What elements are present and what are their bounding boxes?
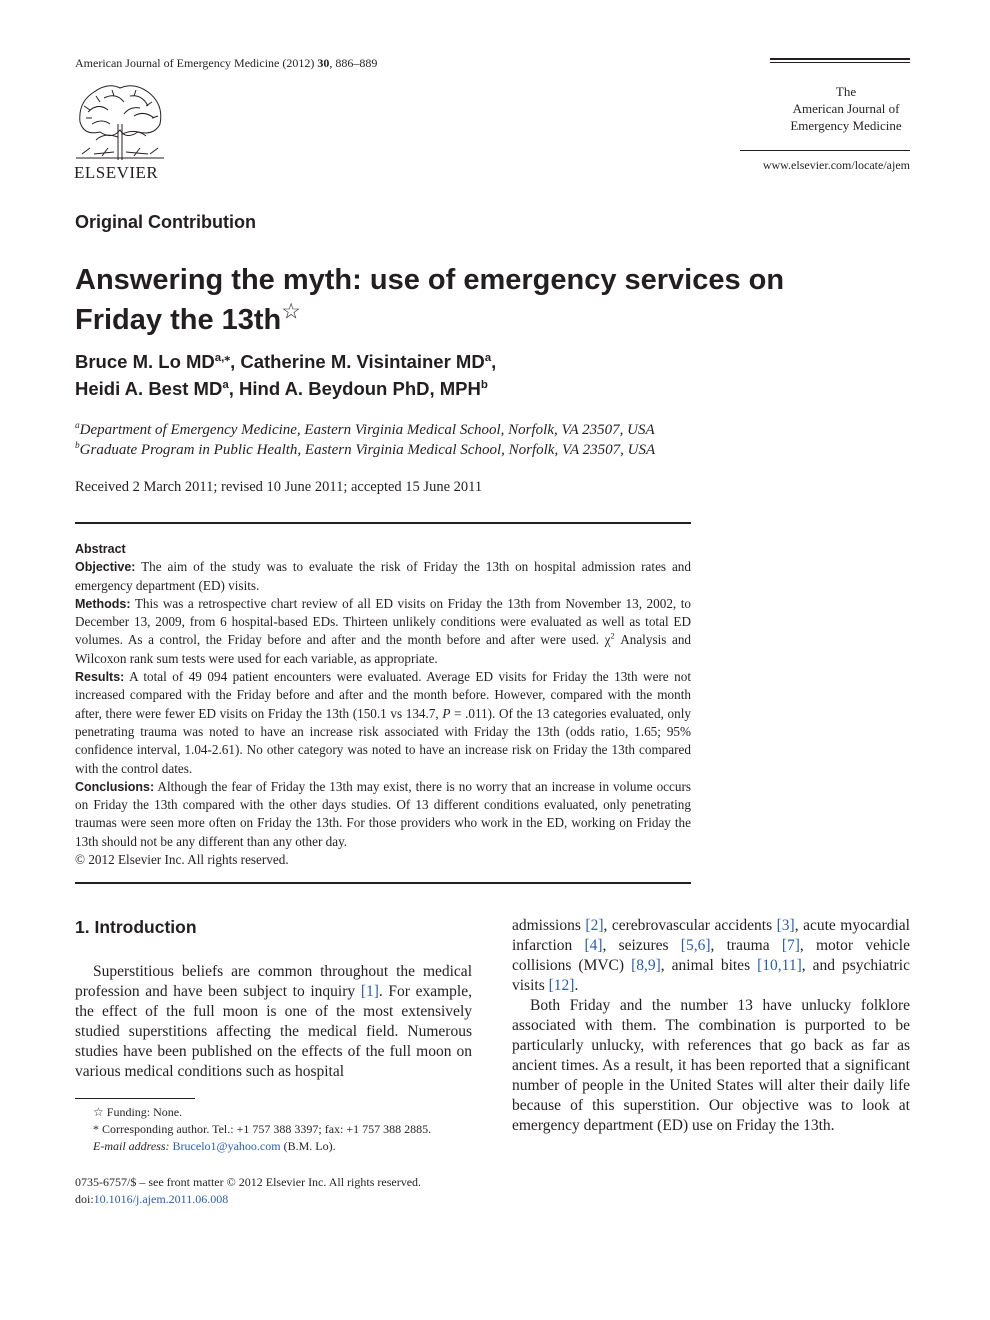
- affiliations: [75, 420, 655, 460]
- author-separator: ,: [230, 351, 241, 372]
- methods-label: Methods:: [75, 596, 131, 611]
- journal-name-line2: American Journal of: [792, 101, 900, 116]
- doi-link[interactable]: 10.1016/j.ajem.2011.06.008: [93, 1192, 229, 1206]
- conclusions-text: Although the fear of Friday the 13th may exist, there is no worry that an increase in volume occurs on Friday the 13th compared with the other days studies. Of 13 different conditions evaluated, only penetrating traumas were seen more often on Friday the 13th. For those providers who work in the ED, working on Friday the 13th should not be any different than any other day.: [75, 778, 691, 849]
- abstract-top-rule: [75, 522, 691, 524]
- author-name[interactable]: Catherine M. Visintainer MD: [240, 351, 485, 372]
- results-label: Results:: [75, 670, 125, 685]
- author-list: [75, 348, 775, 402]
- p-value-symbol: P: [442, 705, 451, 721]
- paragraph-text: admissions: [512, 917, 586, 934]
- paragraph-text: , cerebrovascular accidents: [603, 917, 777, 934]
- footnote-corresponding: [75, 1121, 475, 1138]
- citation-link[interactable]: [7]: [781, 937, 800, 954]
- section-heading-introduction: 1. Introduction: [75, 917, 197, 937]
- citation-link[interactable]: [3]: [776, 917, 795, 934]
- intro-column-2: [512, 916, 910, 1136]
- author-affiliation-mark[interactable]: b: [480, 378, 488, 391]
- author-separator: ,: [228, 378, 240, 399]
- citation-link[interactable]: [5,6]: [680, 937, 711, 954]
- issn-doi-block: [75, 1174, 421, 1208]
- citation-link[interactable]: [8,9]: [631, 957, 661, 974]
- paragraph-text: , animal bites: [660, 957, 758, 974]
- citation-link[interactable]: [10,11]: [757, 957, 802, 974]
- author-affiliation-mark[interactable]: a,⁎: [214, 351, 231, 364]
- citation-link[interactable]: [2]: [585, 917, 604, 934]
- objective-text: The aim of the study was to evaluate the risk of Friday the 13th on hospital admission rates and emergency department (ED) visits.: [75, 559, 691, 593]
- footnote-asterisk-mark: *: [93, 1122, 99, 1136]
- corresponding-text: Corresponding author. Tel.: +1 757 388 3397; fax: +1 757 388 2885.: [102, 1122, 432, 1136]
- elsevier-wordmark: ELSEVIER: [74, 163, 159, 182]
- objective-label: Objective:: [75, 560, 136, 575]
- affiliation-item: [75, 440, 655, 460]
- journal-name-line1: The: [835, 84, 857, 99]
- journal-citation: American Journal of Emergency Medicine (2012) 30, 886–889: [75, 56, 378, 70]
- masthead-bottom-rule: [740, 150, 910, 151]
- funding-text: Funding: None.: [106, 1105, 183, 1119]
- elsevier-tree-logo: [74, 82, 166, 160]
- affiliation-mark: b: [75, 441, 80, 451]
- journal-name: [782, 83, 910, 134]
- affiliation-item: [75, 420, 655, 440]
- footnote-rule: [75, 1098, 195, 1099]
- abstract-bottom-rule: [75, 882, 691, 884]
- title-footnote-star-link[interactable]: ☆: [281, 298, 301, 324]
- abstract-heading: Abstract: [75, 542, 126, 556]
- abstract-results: [75, 668, 691, 778]
- abstract-conclusions: [75, 778, 691, 851]
- author-affiliation-mark[interactable]: a: [222, 378, 229, 391]
- email-link[interactable]: Brucelo1@yahoo.com: [172, 1139, 281, 1153]
- affiliation-text: Graduate Program in Public Health, Eastern Virginia Medical School, Norfolk, VA 23507, USA: [79, 442, 656, 458]
- doi-label: doi:: [75, 1192, 94, 1206]
- footnote-email: [75, 1138, 475, 1155]
- intro-paragraph-1-cont: [512, 916, 910, 996]
- paragraph-text: .: [574, 977, 579, 994]
- journal-masthead: [770, 58, 910, 134]
- article-title: [75, 260, 875, 340]
- author-affiliation-mark[interactable]: a: [484, 351, 492, 364]
- paragraph-text: , trauma: [710, 937, 782, 954]
- issn-line: 0735-6757/$ – see front matter © 2012 Elsevier Inc. All rights reserved.: [75, 1175, 422, 1189]
- footnote-star-mark: ☆: [93, 1105, 104, 1119]
- doi-line: [75, 1191, 421, 1208]
- journal-name-line3: Emergency Medicine: [790, 118, 902, 133]
- affiliation-mark: a: [75, 421, 80, 431]
- email-label: E-mail address:: [93, 1139, 170, 1153]
- paragraph-text: , and psychiatric visits: [512, 957, 910, 994]
- results-text: A total of 49 094 patient encounters were evaluated. Average ED visits for Friday the 13th were not increased compared with the Friday before and after and the month before. However, compared with the month after, there were fewer ED visits on Friday the 13th (150.1 vs 134.7,: [75, 669, 691, 721]
- citation-link[interactable]: [12]: [548, 977, 575, 994]
- paragraph-text: , acute myocardial infarction: [512, 917, 910, 954]
- email-suffix: (B.M. Lo).: [280, 1139, 336, 1153]
- intro-paragraph-1: [75, 962, 472, 1082]
- paragraph-text: . For example, the effect of the full moon is one of the most extensively studied superstitions affecting the medical field. Numerous studies have been published on the effects of the full moon on various medical conditions such as hospital: [75, 983, 472, 1080]
- paragraph-text: Superstitious beliefs are common throughout the medical profession and have been subject to inquiry: [75, 963, 472, 1000]
- footnote-funding: [75, 1104, 475, 1121]
- results-text-cont: = .011). Of the 13 categories evaluated, only penetrating trauma was noted to have an increase risk associated with Friday the 13th (odds ratio, 1.65; 95% confidence interval, 1.04-2.61). No other category was noted to have an increase risk on Friday the 13th compared with the control dates.: [75, 705, 691, 776]
- abstract-methods: [75, 595, 691, 668]
- conclusions-label: Conclusions:: [75, 779, 155, 794]
- citation-link[interactable]: [4]: [584, 937, 603, 954]
- paragraph-text: , seizures: [602, 937, 681, 954]
- article-history-dates: Received 2 March 2011; revised 10 June 2011; accepted 15 June 2011: [75, 479, 483, 495]
- affiliation-text: Department of Emergency Medicine, Eastern Virginia Medical School, Norfolk, VA 23507, USA: [79, 422, 655, 438]
- masthead-rule-thin: [770, 62, 910, 63]
- author-name[interactable]: Hind A. Beydoun PhD, MPH: [239, 378, 481, 399]
- abstract-block: [75, 540, 691, 869]
- footnotes: [75, 1104, 475, 1155]
- abstract-objective: [75, 558, 691, 595]
- citation-link[interactable]: [1]: [360, 983, 379, 1000]
- abstract-copyright: © 2012 Elsevier Inc. All rights reserved.: [75, 852, 289, 868]
- methods-text-cont: Analysis and Wilcoxon rank sum tests were used for each variable, as appropriate.: [75, 632, 692, 666]
- journal-url-link[interactable]: www.elsevier.com/locate/ajem: [762, 158, 910, 172]
- author-name[interactable]: Heidi A. Best MD: [75, 378, 223, 399]
- chi-square-superscript: 2: [610, 632, 615, 642]
- author-name[interactable]: Bruce M. Lo MD: [75, 351, 215, 372]
- author-separator: ,: [491, 351, 497, 372]
- methods-text: This was a retrospective chart review of all ED visits on Friday the 13th from November 13, 2002, to December 13, 2009, from 6 hospital-based EDs. Thirteen unlikely conditions were evaluated as well as total ED volumes. As a control, the Friday before and after and the month before and after were used. χ: [75, 595, 691, 648]
- paragraph-text: , motor vehicle collisions (MVC): [512, 937, 910, 974]
- article-type: Original Contribution: [75, 212, 256, 232]
- intro-paragraph-2: Both Friday and the number 13 have unlucky folklore associated with them. The combination is purported to be particularly unlucky, with references that go back as far as ancient times. As a result, it has been reported that a significant number of people in the United States will alter their daily life because of this superstition. Our objective was to look at emergency department (ED) use on Friday the 13th.: [512, 997, 910, 1134]
- title-line1: Answering the myth: use of emergency services on: [75, 264, 785, 296]
- title-line2: Friday the 13th: [75, 304, 282, 336]
- masthead-rule-thick: [770, 58, 910, 60]
